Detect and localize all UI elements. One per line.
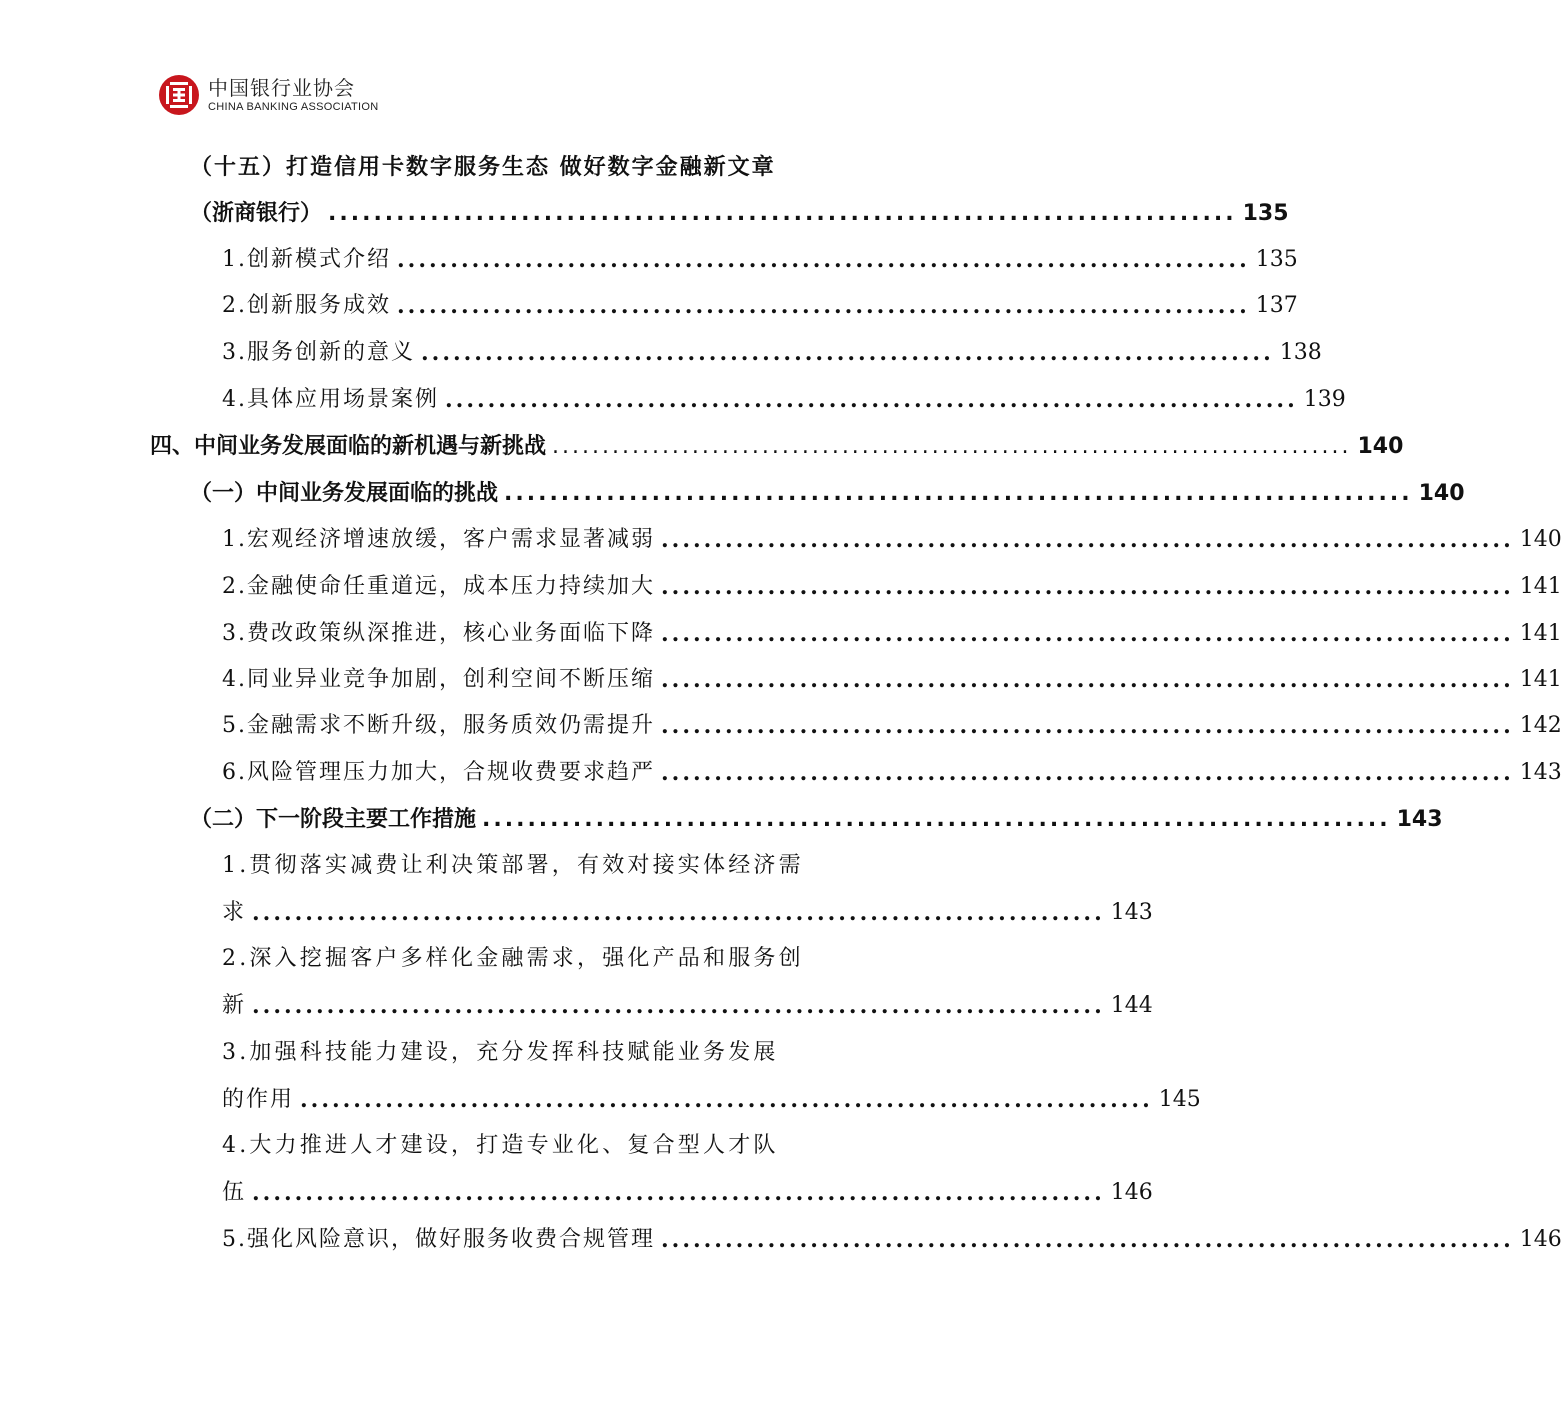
toc-entry-8[interactable] (222, 571, 1562, 603)
toc-page-number: 138 (1279, 340, 1322, 365)
toc-page-number: 146 (1519, 1227, 1562, 1252)
org-name-cn: 中国银行业协会 (208, 76, 355, 100)
org-name-en: CHINA BANKING ASSOCIATION (208, 101, 379, 113)
toc-leader-dots: ................................................................................ (328, 201, 1237, 226)
toc-page-number: 139 (1303, 387, 1346, 412)
toc-page-number: 141 (1519, 574, 1562, 599)
toc-entry-title: 6.风险管理压力加大，合规收费要求趋严 (222, 760, 655, 785)
toc-leader-dots: ................................................................................ (445, 387, 1298, 413)
toc-leader-dots: ................................................................................ (504, 481, 1413, 506)
toc-entry-0[interactable] (190, 198, 1289, 230)
toc-entry-16[interactable] (222, 1084, 1201, 1116)
toc-leader-dots: ................................................................................ (661, 760, 1514, 786)
toc-page-number: 140 (1357, 434, 1404, 459)
toc-entry-11[interactable] (222, 710, 1562, 742)
china-banking-association-logo-icon (158, 74, 200, 116)
toc-page-number: 143 (1110, 900, 1153, 925)
toc-entry-16-line1: 3.加强科技能力建设，充分发挥科技赋能业务发展 (222, 1040, 779, 1065)
toc-entry-4[interactable] (222, 384, 1346, 416)
toc-page-number: 137 (1255, 293, 1298, 318)
toc-leader-dots: ................................................................................ (661, 667, 1514, 693)
toc-page-number: 135 (1242, 201, 1289, 226)
toc-entry-12[interactable] (222, 757, 1562, 789)
toc-leader-dots: ................................................................................ (252, 993, 1105, 1019)
org-name (208, 76, 379, 114)
toc-entry-title: 伍 (222, 1180, 247, 1205)
toc-leader-dots: ................................................................................ (661, 713, 1514, 739)
toc-entry-13[interactable] (190, 804, 1443, 836)
toc-page-number: 140 (1519, 527, 1562, 552)
toc-entry-17[interactable] (222, 1177, 1153, 1209)
toc-entry-18[interactable] (222, 1224, 1562, 1256)
toc-entry-7[interactable] (222, 524, 1562, 556)
toc-leader-dots: ................................................................................ (252, 1180, 1105, 1206)
toc-page-number: 145 (1158, 1087, 1201, 1112)
toc-page-number: 142 (1519, 713, 1562, 738)
toc-entry-title: （一）中间业务发展面临的挑战 (190, 481, 499, 506)
toc-page-number: 143 (1519, 760, 1562, 785)
toc-entry-17-line1: 4.大力推进人才建设，打造专业化、复合型人才队 (222, 1133, 779, 1158)
toc-entry-0-line1: （十五）打造信用卡数字服务生态 做好数字金融新文章 (190, 155, 776, 180)
toc-leader-dots: ................................................................................ (552, 434, 1352, 459)
toc-entry-title: 3.费改政策纵深推进，核心业务面临下降 (222, 621, 655, 646)
toc-entry-title: 新 (222, 993, 247, 1018)
toc-leader-dots: ................................................................................ (482, 807, 1391, 832)
toc-entry-title: 求 (222, 900, 247, 925)
toc-entry-1[interactable] (222, 244, 1298, 276)
toc-entry-14-line1: 1.贯彻落实减费让利决策部署，有效对接实体经济需 (222, 853, 804, 878)
toc-entry-title: 四、中间业务发展面临的新机遇与新挑战 (150, 434, 547, 459)
toc-entry-title: （浙商银行） (190, 201, 323, 226)
toc-entry-title: 5.金融需求不断升级，服务质效仍需提升 (222, 713, 655, 738)
toc-page-number: 143 (1396, 807, 1443, 832)
toc-leader-dots: ................................................................................ (661, 1227, 1514, 1253)
toc-leader-dots: ................................................................................ (661, 574, 1514, 600)
toc-page-number: 140 (1418, 481, 1465, 506)
toc-entry-3[interactable] (222, 337, 1322, 369)
toc-entry-15-line1: 2.深入挖掘客户多样化金融需求，强化产品和服务创 (222, 946, 804, 971)
toc-entry-9[interactable] (222, 618, 1562, 650)
toc-leader-dots: ................................................................................ (397, 293, 1250, 319)
toc-entry-title: 5.强化风险意识，做好服务收费合规管理 (222, 1227, 655, 1252)
toc-leader-dots: ................................................................................ (661, 621, 1514, 647)
toc-entry-title: 3.服务创新的意义 (222, 340, 415, 365)
toc-page-number: 141 (1519, 621, 1562, 646)
toc-entry-2[interactable] (222, 290, 1298, 322)
page-header (158, 72, 379, 118)
toc-entry-title: 1.创新模式介绍 (222, 247, 391, 272)
toc-entry-10[interactable] (222, 664, 1562, 696)
toc-page-number: 141 (1519, 667, 1562, 692)
toc-entry-title: 的作用 (222, 1087, 295, 1112)
toc-entry-6[interactable] (190, 478, 1465, 510)
toc-entry-title: 2.创新服务成效 (222, 293, 391, 318)
toc-entry-title: 2.金融使命任重道远，成本压力持续加大 (222, 574, 655, 599)
toc-leader-dots: ................................................................................ (661, 527, 1514, 553)
toc-entry-title: 4.同业异业竞争加剧，创利空间不断压缩 (222, 667, 655, 692)
toc-page-number: 135 (1255, 247, 1298, 272)
toc-entry-15[interactable] (222, 990, 1153, 1022)
toc-leader-dots: ................................................................................ (421, 340, 1274, 366)
toc-page-number: 144 (1110, 993, 1153, 1018)
toc-leader-dots: ................................................................................ (252, 900, 1105, 926)
toc-leader-dots: ................................................................................ (300, 1087, 1153, 1113)
toc-entry-title: 4.具体应用场景案例 (222, 387, 439, 412)
toc-entry-title: （二）下一阶段主要工作措施 (190, 807, 477, 832)
toc-page-number: 146 (1110, 1180, 1153, 1205)
toc-entry-14[interactable] (222, 897, 1153, 929)
toc-entry-title: 1.宏观经济增速放缓，客户需求显著减弱 (222, 527, 655, 552)
toc-leader-dots: ................................................................................ (397, 247, 1250, 273)
toc-entry-5[interactable] (150, 431, 1404, 463)
